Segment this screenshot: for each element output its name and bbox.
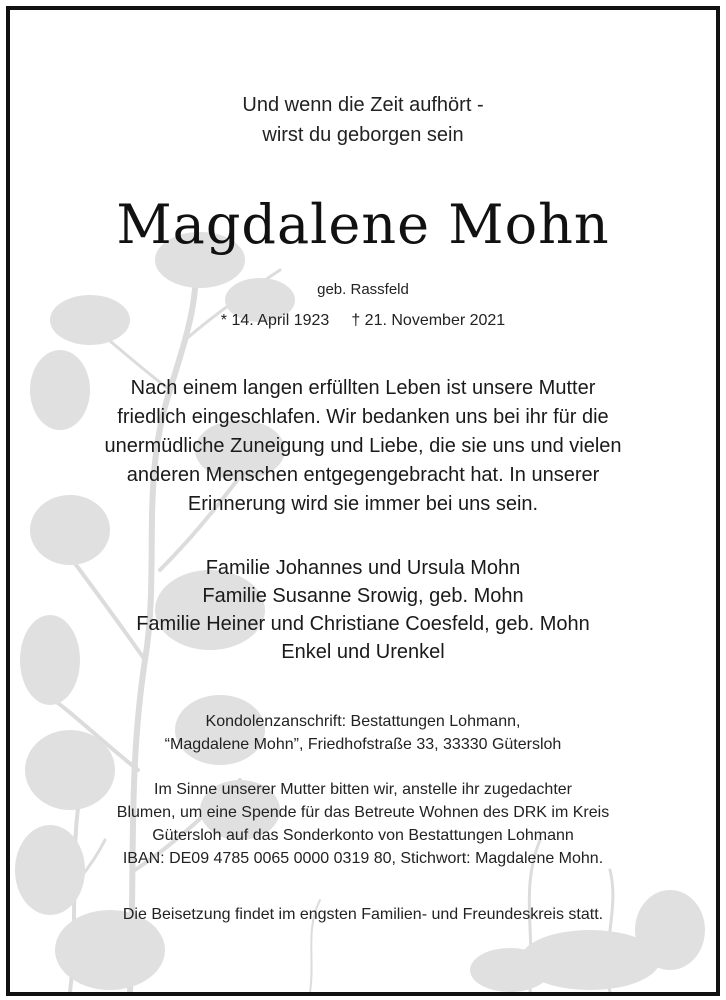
condolence-address [10, 710, 716, 756]
donation-request [10, 778, 716, 870]
motto-line: Und wenn die Zeit aufhört - [242, 94, 484, 116]
mourner-entry: Familie Heiner und Christiane Coesfeld, geb. Mohn [136, 613, 590, 635]
life-dates [10, 310, 716, 332]
condolence-line: “Magdalene Mohn”, Friedhofstraße 33, 33330 Gütersloh [164, 736, 562, 753]
donation-line: IBAN: DE09 4785 0065 0000 0319 80, Stichwort: Magdalene Mohn. [122, 850, 604, 867]
tribute-line: unermüdliche Zuneigung und Liebe, die sie uns und vielen [104, 435, 622, 457]
maiden-name: geb. Rassfeld [317, 281, 409, 298]
tribute-line: anderen Menschen entgegengebracht hat. In unserer [126, 464, 600, 486]
mourners-list [10, 554, 716, 666]
condolence-line: Kondolenzanschrift: Bestattungen Lohmann, [205, 713, 521, 730]
tribute-text [10, 374, 716, 519]
motto-line: wirst du geborgen sein [262, 124, 464, 146]
tribute-line: friedlich eingeschlafen. Wir bedanken uns bei ihr für die [117, 406, 609, 428]
mourner-entry: Familie Susanne Srowig, geb. Mohn [202, 585, 524, 607]
tribute-line: Nach einem langen erfüllten Leben ist unsere Mutter [130, 377, 596, 399]
donation-line: Gütersloh auf das Sonderkonto von Bestattungen Lohmann [152, 827, 574, 844]
motto-verse [10, 90, 716, 150]
deceased-name: Magdalene Mohn [116, 193, 610, 256]
mourner-entry: Enkel und Urenkel [281, 641, 445, 663]
obituary-frame [6, 6, 720, 996]
funeral-notice: Die Beisetzung findet im engsten Familien- und Freundeskreis statt. [122, 906, 604, 923]
mourner-entry: Familie Johannes und Ursula Mohn [205, 557, 521, 579]
birth-date: * 14. April 1923 [220, 312, 330, 329]
donation-line: Im Sinne unserer Mutter bitten wir, anstelle ihr zugedachter [154, 781, 572, 798]
donation-line: Blumen, um eine Spende für das Betreute Wohnen des DRK im Kreis [116, 804, 610, 821]
death-date: † 21. November 2021 [351, 312, 506, 329]
tribute-line: Erinnerung wird sie immer bei uns sein. [187, 493, 539, 515]
